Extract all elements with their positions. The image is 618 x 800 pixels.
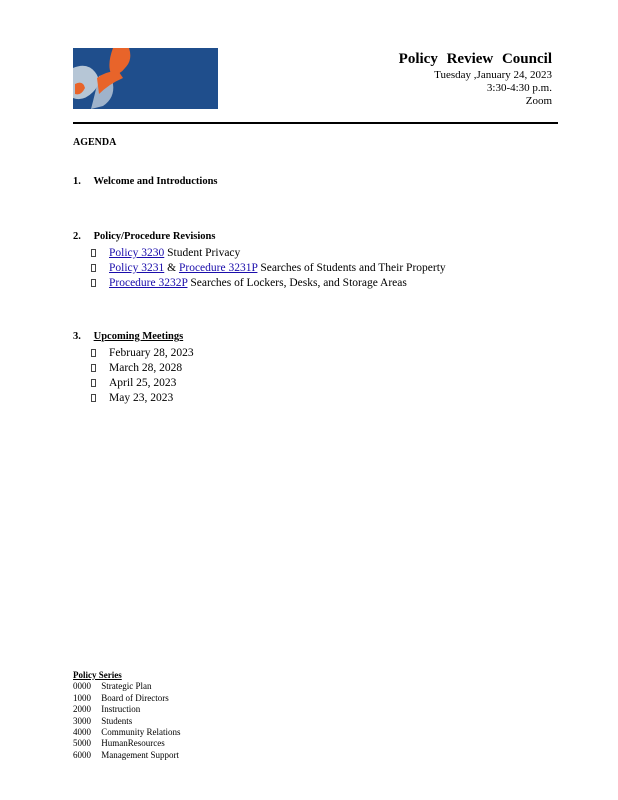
section-heading: [73, 230, 446, 244]
section-title: Policy/Procedure Revisions: [93, 231, 216, 242]
series-row: [73, 727, 181, 738]
series-row: [73, 704, 181, 715]
procedure-3231p-link[interactable]: Procedure 3231P: [178, 262, 258, 274]
item-joiner: &: [167, 262, 177, 274]
item-text: Student Privacy: [167, 247, 241, 259]
series-code: 5000: [73, 738, 91, 749]
revision-list: [73, 246, 446, 291]
series-row: [73, 750, 181, 761]
list-item: [73, 246, 446, 261]
meeting-date: Tuesday ,January 24, 2023: [434, 69, 552, 81]
series-code: 3000: [73, 715, 91, 726]
section-heading: [73, 330, 194, 344]
series-name: Community Relations: [101, 727, 181, 738]
series-code: 1000: [73, 692, 91, 703]
bullet-icon: [91, 349, 96, 357]
series-row: [73, 693, 181, 704]
section-number: 2.: [73, 231, 81, 242]
bullet-icon: [91, 249, 96, 257]
section-number: 3.: [73, 331, 81, 342]
bullet-icon: [91, 279, 96, 287]
series-row: [73, 738, 181, 749]
series-code: 4000: [73, 727, 91, 738]
agenda-heading: AGENDA: [73, 137, 117, 148]
item-text: Searches of Students and Their Property: [260, 262, 446, 274]
procedure-3232p-link[interactable]: Procedure 3232P: [109, 277, 188, 289]
policy-series-heading: Policy Series: [73, 670, 122, 680]
meeting-time: 3:30-4:30 p.m.: [486, 82, 552, 94]
meeting-date-item: February 28, 2023: [109, 347, 194, 359]
agenda-section-3: [73, 330, 194, 406]
meeting-date-item: April 25, 2023: [109, 377, 177, 389]
bullet-icon: [91, 364, 96, 372]
section-number: 1.: [73, 176, 81, 187]
policy-3231-link[interactable]: Policy 3231: [109, 262, 165, 274]
policy-series-legend: [73, 670, 181, 761]
document-header: [399, 49, 552, 108]
bullet-icon: [91, 379, 96, 387]
bullet-icon: [91, 394, 96, 402]
list-item: [73, 346, 194, 361]
logo-graphic: [73, 48, 218, 109]
series-name: Instruction: [101, 704, 141, 715]
series-code: 6000: [73, 749, 91, 760]
item-text: Searches of Lockers, Desks, and Storage Areas: [190, 277, 407, 289]
series-name: Strategic Plan: [101, 681, 152, 692]
series-row: [73, 716, 181, 727]
list-item: [73, 391, 194, 406]
document-title: Policy Review Council: [398, 51, 552, 67]
series-code: 2000: [73, 704, 91, 715]
series-code: 0000: [73, 681, 91, 692]
list-item: [73, 276, 446, 291]
meeting-location: Zoom: [525, 95, 552, 107]
policy-3230-link[interactable]: Policy 3230: [109, 247, 165, 259]
series-name: HumanResources: [101, 738, 165, 749]
agenda-section-2: [73, 230, 446, 291]
bullet-icon: [91, 264, 96, 272]
list-item: [73, 361, 194, 376]
organization-logo: [73, 48, 218, 109]
series-name: Students: [101, 715, 133, 726]
meeting-list: [73, 346, 194, 406]
list-item: [73, 376, 194, 391]
list-item: [73, 261, 446, 276]
series-name: Management Support: [101, 749, 179, 760]
section-title: Welcome and Introductions: [93, 176, 218, 187]
agenda-section-1: [73, 175, 218, 189]
header-divider: [73, 122, 558, 124]
series-name: Board of Directors: [101, 692, 169, 703]
series-row: [73, 681, 181, 692]
meeting-date-item: March 28, 2028: [109, 362, 183, 374]
section-title: Upcoming Meetings: [93, 331, 184, 342]
section-heading: [73, 175, 218, 189]
meeting-date-item: May 23, 2023: [109, 392, 174, 404]
